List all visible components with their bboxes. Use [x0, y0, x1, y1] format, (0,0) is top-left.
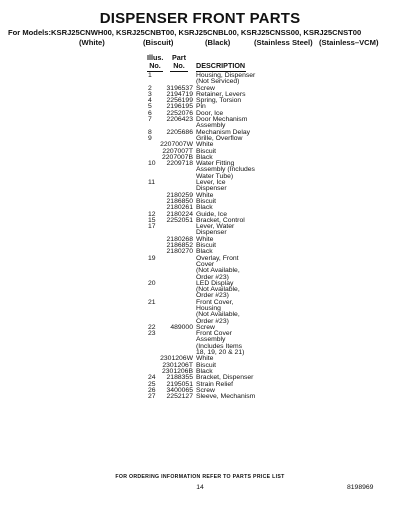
illus-number: 27	[148, 393, 156, 401]
illus-number: 3	[148, 90, 152, 98]
part-description: Retainer, Levers	[196, 90, 246, 98]
part-description: Housing, Dispenser (Not Serviced)	[196, 72, 256, 86]
part-number: 2206423	[166, 116, 193, 124]
part-description: Strain Relief	[196, 380, 234, 388]
variant-stainless-steel: (Stainless Steel)	[254, 38, 313, 47]
part-number: 3196537	[166, 84, 193, 92]
illus-number: 19	[148, 254, 156, 262]
illus-number: 20	[148, 279, 156, 287]
part-description: Screw	[196, 323, 215, 331]
parts-row	[0, 224, 400, 237]
part-number: 2301206B	[162, 367, 193, 375]
part-description: Water Fitting Assembly (Includes Water Tube)	[196, 160, 255, 180]
illus-number: 10	[148, 160, 156, 168]
part-number: 2207007T	[162, 147, 193, 155]
part-number: 2207007B	[162, 153, 193, 161]
part-description: Screw	[196, 386, 215, 394]
part-description: Mechanism Delay	[196, 128, 251, 136]
part-number: 2301206W	[160, 355, 193, 363]
part-description: Front Cover, Housing (Not Available, Order #23)	[196, 298, 240, 325]
document-number: 8198969	[347, 484, 374, 491]
illus-number: 15	[148, 216, 156, 224]
part-description: Overlay, Front Cover (Not Available, Order #23)	[196, 254, 240, 281]
illus-number: 26	[148, 386, 156, 394]
part-number: 2252051	[166, 216, 193, 224]
part-number: 2186852	[166, 242, 193, 250]
part-number: 2256199	[166, 97, 193, 105]
part-number: 2180261	[166, 204, 193, 212]
parts-row	[0, 180, 400, 193]
illus-number: 8	[148, 128, 152, 136]
part-description: Grille, Overflow	[196, 134, 243, 142]
illus-number: 7	[148, 116, 152, 124]
illus-number: 2	[148, 84, 152, 92]
illus-number: 25	[148, 380, 156, 388]
part-description: Lever, Water Dispenser	[196, 223, 235, 237]
part-description: Black	[196, 204, 213, 212]
part-number: 2194719	[166, 90, 193, 98]
illus-number: 22	[148, 323, 156, 331]
ordering-info: FOR ORDERING INFORMATION REFER TO PARTS PRICE LIST	[115, 474, 285, 480]
part-number: 2207007W	[160, 141, 193, 149]
part-number: 2180224	[166, 210, 193, 218]
parts-row	[0, 256, 400, 281]
variant-stainless-vcm: (Stainless–VCM)	[319, 38, 379, 47]
parts-row	[0, 331, 400, 356]
part-description: Guide, Ice	[196, 210, 227, 218]
parts-row	[0, 161, 400, 180]
parts-row	[0, 117, 400, 130]
part-number: 2205686	[166, 128, 193, 136]
header-description: DESCRIPTION	[196, 61, 246, 70]
parts-row	[0, 73, 400, 86]
part-number: 2180270	[166, 248, 193, 256]
part-description: Door Mechanism Assembly	[196, 116, 248, 130]
part-description: Biscuit	[196, 242, 217, 250]
part-number: 2180259	[166, 191, 193, 199]
part-number: 2196195	[166, 103, 193, 111]
part-description: White	[196, 235, 214, 243]
part-description: Biscuit	[196, 197, 217, 205]
part-description: Biscuit	[196, 147, 217, 155]
part-description: Sleeve, Mechanism	[196, 393, 256, 401]
illus-number: 9	[148, 134, 152, 142]
part-description: Bracket, Dispenser	[196, 374, 254, 382]
header-part-no: Part No.	[172, 53, 186, 70]
part-description: Bracket, Control	[196, 216, 245, 224]
illus-number: 12	[148, 210, 156, 218]
part-description: White	[196, 141, 214, 149]
illus-number: 11	[148, 179, 156, 187]
part-number: 3400065	[166, 386, 193, 394]
part-number: 2186850	[166, 197, 193, 205]
header-underline-part	[170, 71, 188, 72]
illus-number: 5	[148, 103, 152, 111]
part-number: 2180268	[166, 235, 193, 243]
part-number: 2209718	[166, 160, 193, 168]
variant-black: (Black)	[205, 38, 231, 47]
part-description: Biscuit	[196, 361, 217, 369]
part-number: 2252076	[166, 109, 193, 117]
part-number: 2188355	[166, 374, 193, 382]
part-number: 2301206T	[162, 361, 193, 369]
header-illus-no: Illus. No.	[147, 53, 164, 70]
part-description: Front Cover Assembly (Includes Items 18, 19, 20 & 21)	[196, 330, 245, 357]
part-description: Black	[196, 153, 213, 161]
parts-row	[0, 300, 400, 325]
part-description: Pin	[196, 103, 206, 111]
part-description: White	[196, 355, 214, 363]
part-description: Black	[196, 248, 213, 256]
part-description: Black	[196, 367, 213, 375]
illus-number: 4	[148, 97, 152, 105]
page-number: 14	[196, 484, 204, 491]
illus-number: 17	[148, 223, 156, 231]
parts-row	[0, 281, 400, 300]
part-number: 2195051	[166, 380, 193, 388]
page-title: DISPENSER FRONT PARTS	[99, 10, 301, 27]
illus-number: 23	[148, 330, 156, 338]
parts-row	[0, 394, 400, 400]
part-description: Spring, Torsion	[196, 97, 242, 105]
illus-number: 6	[148, 109, 152, 117]
part-description: White	[196, 191, 214, 199]
illus-number: 24	[148, 374, 156, 382]
part-description: Lever, Ice Dispenser	[196, 179, 227, 193]
illus-number: 1	[148, 72, 152, 79]
variant-biscuit: (Biscuit)	[143, 38, 174, 47]
part-description: LED Display (Not Available, Order #23)	[196, 279, 240, 300]
model-list: For Models:KSRJ25CNWH00, KSRJ25CNBT00, KSRJ25CNBL00, KSRJ25CNSS00, KSRJ25CNST00	[8, 28, 362, 37]
part-number: 2252127	[166, 393, 193, 401]
part-description: Door, Ice	[196, 109, 224, 117]
parts-list	[0, 73, 400, 400]
part-number: 489000	[170, 323, 193, 331]
illus-number: 21	[148, 298, 156, 306]
part-description: Screw	[196, 84, 215, 92]
variant-white: (White)	[79, 38, 105, 47]
